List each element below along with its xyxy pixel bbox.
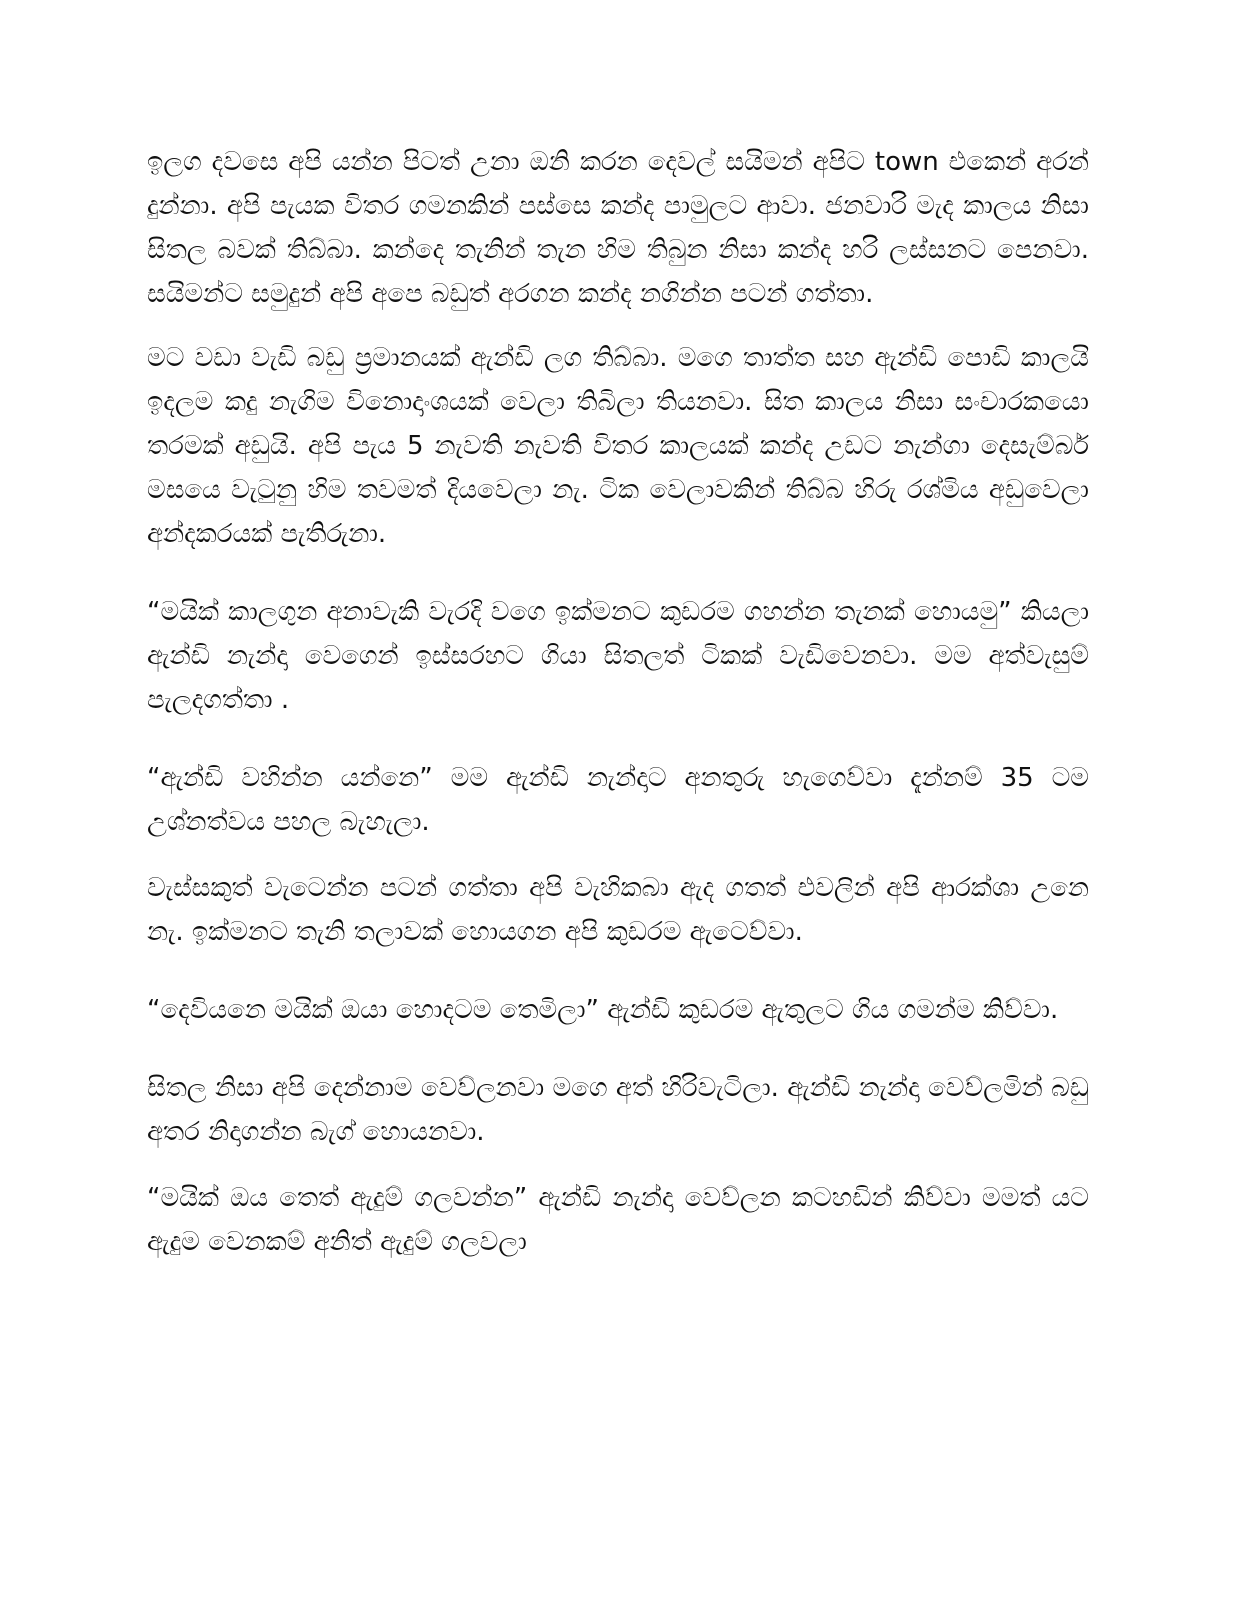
paragraph-5: වැස්සකුත් වැටෙන්න පටන් ගත්තා අපි වැහිකබා ඇද ගතත් එවලින් අපි ආරක්ශා උනෙ නැ. ඉක්මනට තැනි තලාවක් හොයගන අපි කුඩරම ඇටෙව්වා.	[147, 873, 1089, 947]
document-page	[147, 140, 1089, 1264]
paragraph-6: “දෙවියනෙ මයික් ඔයා හොදටම තෙමිලා” ඇන්ඩි කුඩරම ඇතුලට ගිය ගමන්ම කිව්වා.	[147, 995, 1059, 1025]
paragraph-2: මට වඩා වැඩි බඩු ප්‍රමානයක් ඇන්ඩි ලග තිබ්බා. මගෙ තාත්ත සහ ඇන්ඩි පොඩි කාලයි ඉදලම කදු නැගිම විනොදාංශයක් වෙලා තිබිලා තියනවා. සිත කාලය නිසා සංචාරකයො තරමක් අඩුයි. අපි පැය 5 නැවති නැවති විතර කාලයක් කන්ද උඩට නැන්ගා දෙසැම්බර් මසයෙ වැටුනු හිම තවමත් දියවෙලා නැ. ටික වෙලාවකින් තිබ්බ හිරු රශ්මිය අඩුවෙලා අන්දකරයක් පැතිරුනා.	[147, 343, 1089, 549]
paragraph-1: ඉලග දවසෙ අපි යන්න පිටත් උනා ඔනි කරන දෙවල් සයිමන් අපිට town එකෙන් අරන් දුන්නා. අපි පැයක විතර ගමනකින් පස්සෙ කන්ද පාමුලට ආවා. ජනවාරි මැද කාලය නිසා සිතල බවක් තිබ්බා. කන්දෙ තැනින් තැන හිම තිබුන නිසා කන්ද හරි ලස්සනට පෙනවා. සයිමන්ට සමුදුන් අපි අපෙ බඩුත් අරගන කන්ද නගින්න පටන් ගත්තා.	[147, 147, 1089, 309]
paragraph-4: “ඇන්ඩි වහින්න යන්නෙ” මම ඇන්ඩි නැන්දාට අනතුරු හැගෙව්වා දැන්නම් 35 ටම උශ්නත්වය පහල බැහැලා.	[147, 763, 1089, 837]
paragraph-3: “මයික් කාලගුන අනාවැකි වැරදි වගෙ ඉක්මනට කුඩරම ගහන්න තැනක් හොයමු” කියලා ඇන්ඩි නැන්දා වෙගෙන් ඉස්සරහට ගියා සිතලත් ටිකක් වැඩිවෙනවා. මම අත්වැසුම් පැලදගත්තා .	[147, 597, 1089, 715]
paragraph-8: “මයික් ඔය තෙත් ඇදුම් ගලවන්න” ඇන්ඩි නැන්දා වෙව්ලන කටහඩින් කිව්වා මමත් යට ඇදුම වෙනකම් අනිත් ඇදුම් ගලවලා	[147, 1183, 1089, 1257]
paragraph-7: සිතල නිසා අපි දෙන්නාම වෙව්ලනවා මගෙ අත් හිරිවැටිලා. ඇන්ඩි නැන්දා වෙව්ලමින් බඩු අතර නිදාගන්න බැග් හොයනවා.	[147, 1073, 1089, 1147]
